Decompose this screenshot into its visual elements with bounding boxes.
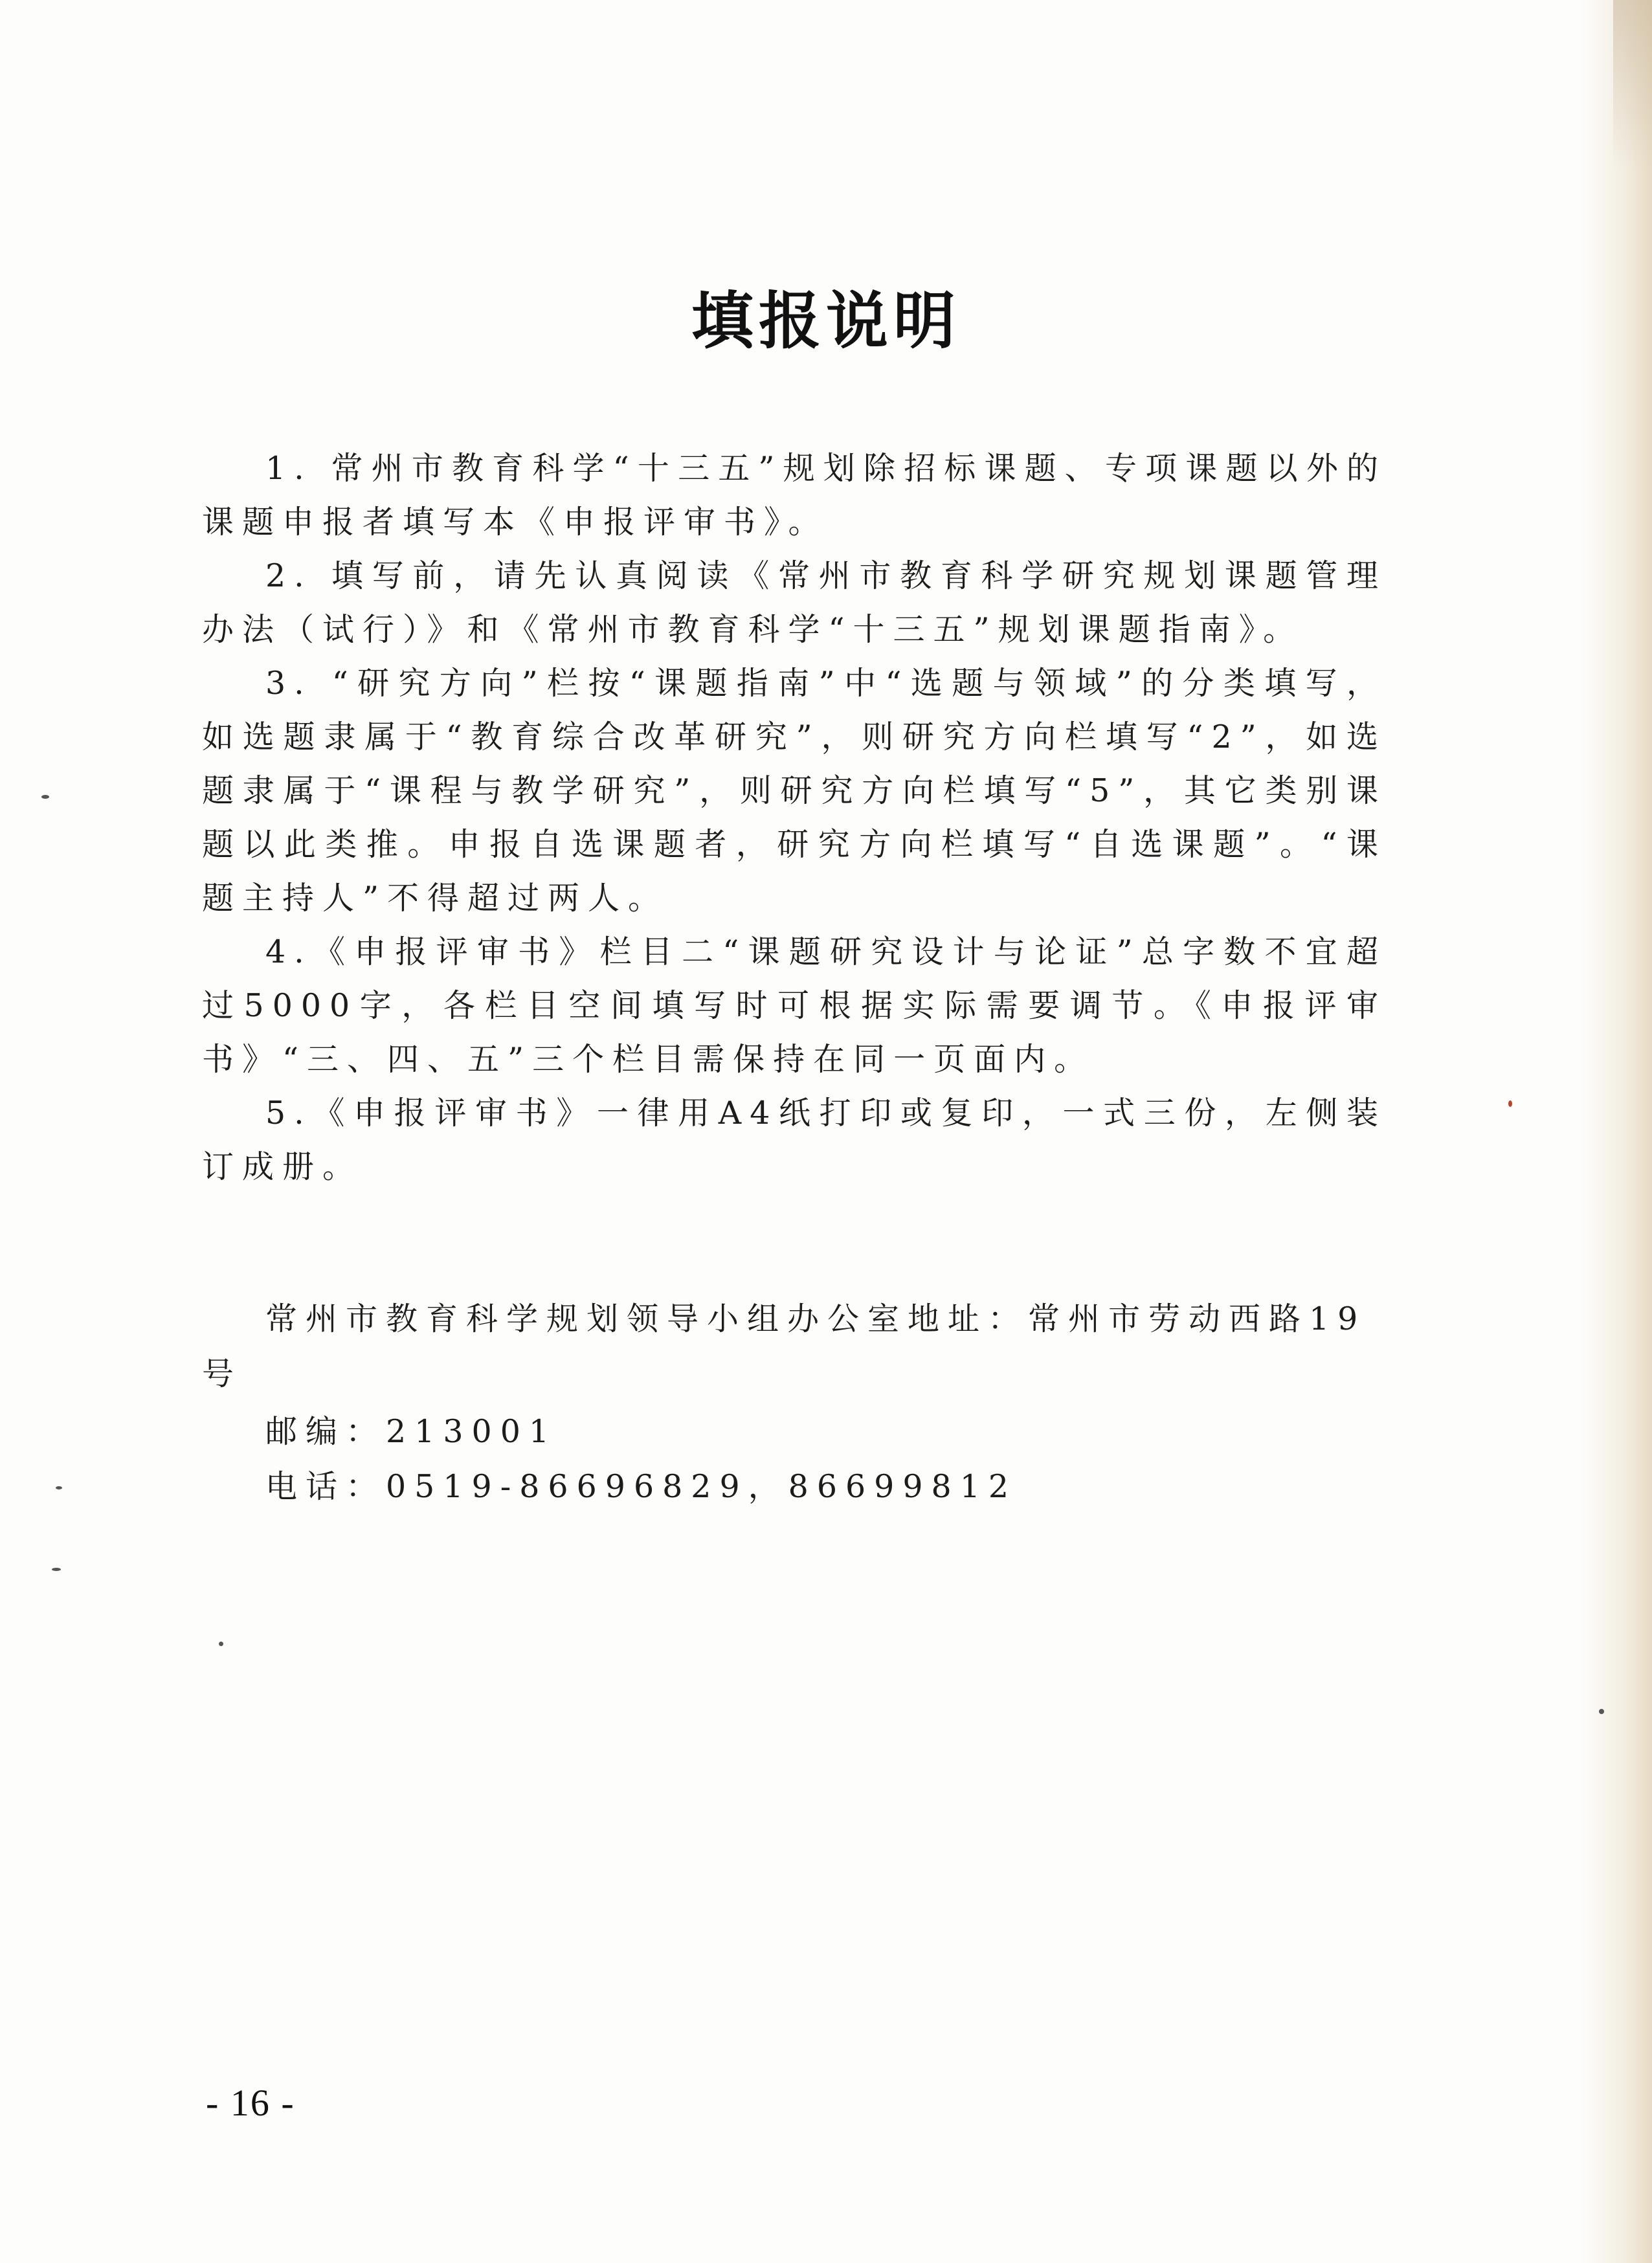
scan-speck: [52, 1568, 61, 1571]
scan-speck: [1599, 1709, 1604, 1714]
office-address: 常州市教育科学规划领导小组办公室地址：常州市劳动西路19号: [202, 1300, 1367, 1392]
postal-code: 邮编：213001: [265, 1413, 558, 1450]
instruction-paragraph-3: 3. “研究方向”栏按“课题指南”中“选题与领域”的分类填写，如选题隶属于“教育综合改革研究”，则研究方向栏填写“2”，如选题隶属于“课程与教学研究”，则研究方向栏填写“5”，其它类别课题以此类推。申报自选课题者，研究方向栏填写“自选课题”。“课题主持人”不得超过两人。: [202, 665, 1387, 917]
instructions-body: [202, 441, 1387, 1194]
scan-speck: [219, 1642, 223, 1646]
instruction-paragraph-5: 5.《申报评审书》一律用A4纸打印或复印，一式三份，左侧装订成册。: [202, 1095, 1387, 1185]
scan-speck: [1508, 1100, 1512, 1107]
page-title: 填报说明: [691, 285, 961, 357]
scan-speck: [56, 1486, 62, 1489]
scan-corner-stain: [1613, 0, 1652, 168]
contact-block: [202, 1291, 1387, 1514]
page-number: - 16 -: [206, 2082, 295, 2124]
scan-speck: [41, 795, 49, 799]
instruction-paragraph-1: 1. 常州市教育科学“十三五”规划除招标课题、专项课题以外的课题申报者填写本《申报评审书》。: [202, 450, 1387, 541]
phone-numbers: 电话：0519-86696829，86699812: [265, 1468, 1018, 1505]
instruction-paragraph-2: 2. 填写前，请先认真阅读《常州市教育科学研究规划课题管理办法（试行）》和《常州市教育科学“十三五”规划课题指南》。: [202, 557, 1387, 648]
instruction-paragraph-4: 4.《申报评审书》栏目二“课题研究设计与论证”总字数不宜超过5000字，各栏目空间填写时可根据实际需要调节。《申报评审书》“三、四、五”三个栏目需保持在同一页面内。: [202, 933, 1387, 1078]
